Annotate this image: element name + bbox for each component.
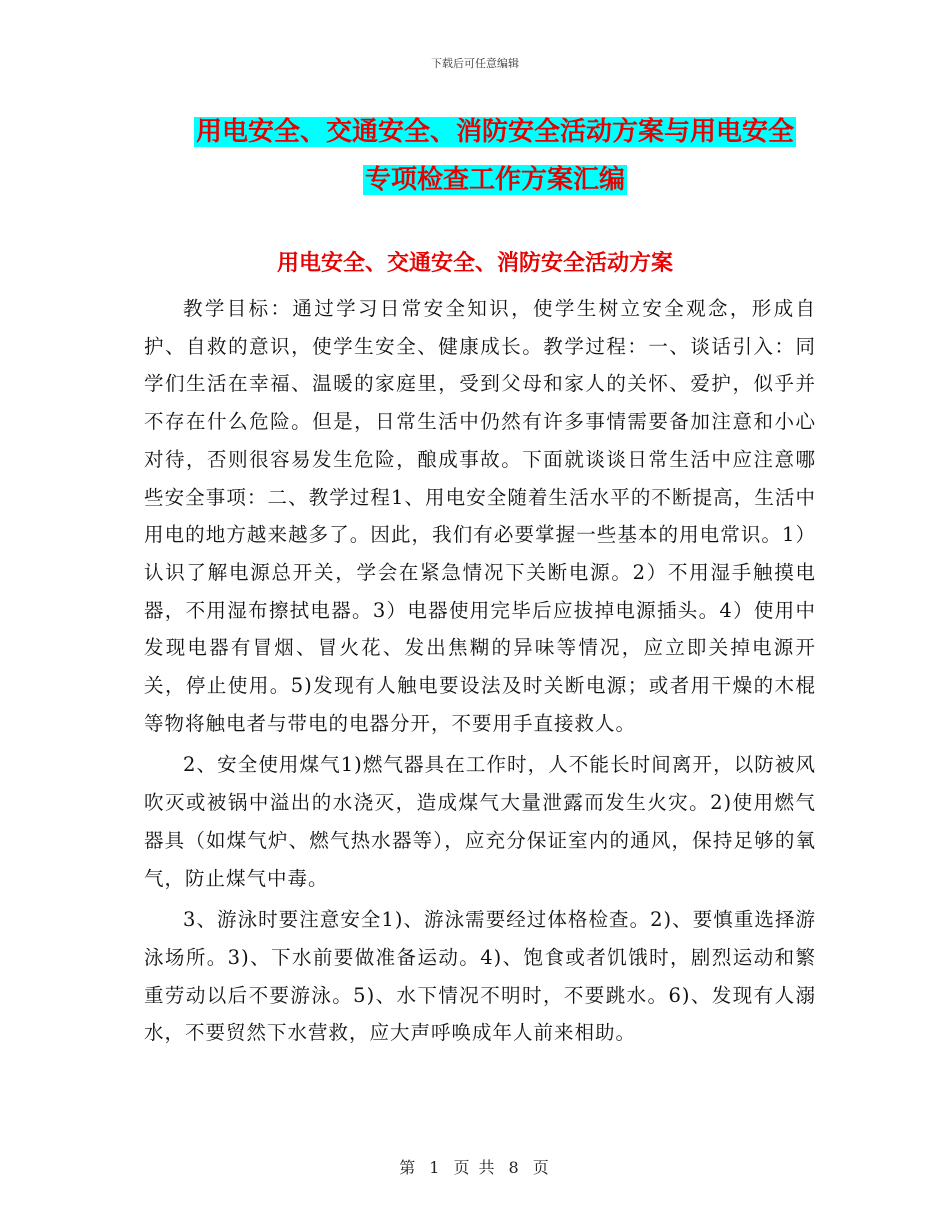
- title-highlight: 用电安全、交通安全、消防安全活动方案与用电安全: [195, 117, 794, 147]
- page-footer: [0, 1155, 950, 1178]
- page-number-current: 1: [429, 1158, 442, 1177]
- title-highlight: 专项检查工作方案汇编: [364, 165, 625, 195]
- header-note: 下载后可任意编辑: [431, 57, 519, 70]
- document-title-line-2: [100, 156, 890, 204]
- page-number-total: 8: [508, 1158, 521, 1177]
- body-paragraph: 教学目标：通过学习日常安全知识，使学生树立安全观念，形成自护、自救的意识，使学生安全、健康成长。教学过程：一、谈话引入：同学们生活在幸福、温暖的家庭里，受到父母和家人的关怀、爱护，似乎并不存在什么危险。但是，日常生活中仍然有许多事情需要备加注意和小心对待，否则很容易发生危险，酿成事故。下面就谈谈日常生活中应注意哪些安全事项：二、教学过程1、用电安全随着生活水平的不断提高，生活中用电的地方越来越多了。因此，我们有必要掌握一些基本的用电常识。1）认识了解电源总开关，学会在紧急情况下关断电源。2）不用湿手触摸电器，不用湿布擦拭电器。3）电器使用完毕后应拔掉电源插头。4）使用中发现电器有冒烟、冒火花、发出焦糊的异味等情况，应立即关掉电源开关，停止使用。5)发现有人触电要设法及时关断电源；或者用干燥的木棍等物将触电者与带电的电器分开，不要用手直接救人。: [144, 297, 816, 735]
- body-paragraph: 3、游泳时要注意安全1)、游泳需要经过体格检查。2)、要慎重选择游泳场所。3)、下水前要做准备运动。4)、饱食或者饥饿时，剧烈运动和繁重劳动以后不要游泳。5)、水下情况不明时，不要跳水。6)、发现有人溺水，不要贸然下水营救，应大声呼唤成年人前来相助。: [144, 908, 816, 1045]
- document-title: [100, 108, 890, 204]
- document-title-line-1: [100, 108, 890, 156]
- body-paragraph: 2、安全使用煤气1)燃气器具在工作时，人不能长时间离开，以防被风吹灭或被锅中溢出的水浇灭，造成煤气大量泄露而发生火灾。2)使用燃气器具（如煤气炉、燃气热水器等），应充分保证室内的通风，保持足够的氧气，防止煤气中毒。: [144, 753, 816, 890]
- section-title: 用电安全、交通安全、消防安全活动方案: [276, 251, 673, 276]
- document-body: [144, 290, 816, 1056]
- page-prefix: 第: [399, 1158, 418, 1177]
- page-suffix: 页: [532, 1158, 551, 1177]
- page-middle: 页 共: [453, 1158, 497, 1177]
